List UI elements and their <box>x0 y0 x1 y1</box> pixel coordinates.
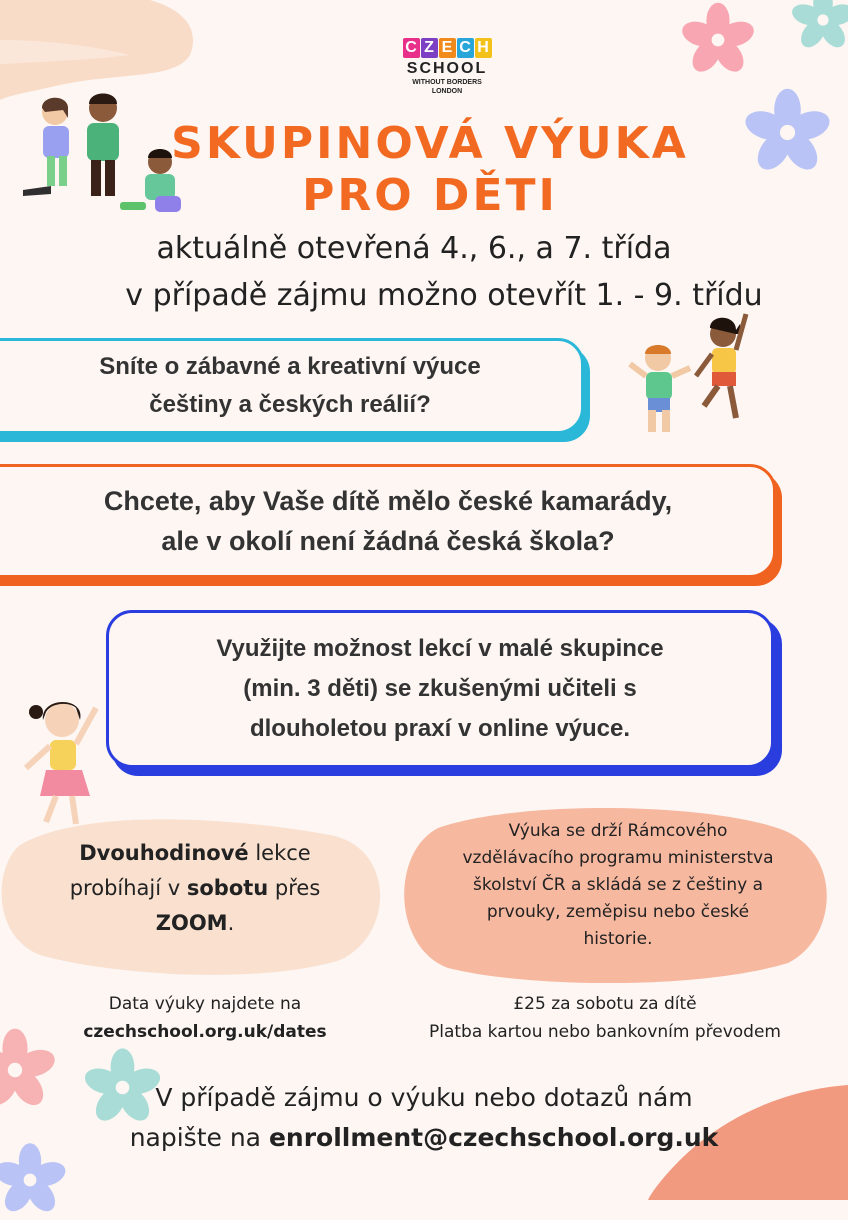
contact-info <box>0 1078 848 1158</box>
flower-icon <box>668 0 768 80</box>
subtitle-line2: v případě zájmu možno otevřít 1. - 9. třídu <box>125 278 763 313</box>
lesson-text: probíhají v <box>69 876 187 900</box>
lesson-day: sobotu <box>186 876 269 900</box>
logo-letter: H <box>475 38 492 58</box>
price-info <box>390 990 820 1046</box>
contact-line1: V případě zájmu o výuku nebo dotazů nám <box>155 1083 693 1112</box>
logo-school: SCHOOL <box>406 60 488 77</box>
contact-prefix: napište na <box>129 1123 269 1152</box>
title-line2: PRO DĚTI <box>302 170 558 221</box>
logo-letters <box>392 38 502 58</box>
box3-line2: (min. 3 děti) se zkušenými učiteli s <box>243 675 637 702</box>
lesson-text: přes <box>268 876 321 900</box>
logo-letter: E <box>439 38 456 58</box>
kids-jumping-illustration-icon <box>628 310 753 440</box>
logo-line1: WITHOUT BORDERS <box>412 79 482 86</box>
logo-line2: LONDON <box>431 88 463 95</box>
lesson-info-line2 <box>30 871 360 906</box>
dates-info <box>40 990 370 1046</box>
lesson-info <box>30 836 360 941</box>
info-box-3 <box>106 610 774 768</box>
curriculum-info <box>418 818 818 953</box>
subtitle-line1: aktuálně otevřená 4., 6., a 7. třída <box>156 231 672 266</box>
lesson-text: lekce <box>248 841 311 865</box>
page-title <box>150 118 710 222</box>
question-box-1 <box>0 338 584 434</box>
price-line1: £25 za sobotu za dítě <box>513 994 697 1014</box>
box1-line2: češtiny a českých reálií? <box>149 391 431 418</box>
curriculum-line2: vzdělávacího programu ministerstva <box>462 848 774 868</box>
lesson-info-line1 <box>30 836 360 871</box>
flower-icon <box>788 0 848 55</box>
girl-jumping-illustration-icon <box>12 690 107 830</box>
czech-school-logo <box>392 38 502 96</box>
box3-line1: Využijte možnost lekcí v malé skupince <box>216 635 664 662</box>
box1-line1: Sníte o zábavné a kreativní výuce <box>99 353 481 380</box>
contact-line2 <box>0 1118 848 1158</box>
dates-line1: Data výuky najdete na <box>108 994 302 1014</box>
dates-link[interactable]: czechschool.org.uk/dates <box>83 1022 327 1042</box>
title-line1: SKUPINOVÁ VÝUKA <box>171 118 689 169</box>
question-box-2 <box>0 464 776 578</box>
lesson-duration: Dvouhodinové <box>79 841 249 865</box>
price-line2: Platba kartou nebo bankovním převodem <box>429 1022 781 1042</box>
curriculum-line4: prvouky, zeměpisu nebo české <box>486 902 750 922</box>
box3-line3: dlouholetou praxí v online výuce. <box>249 715 631 742</box>
lesson-info-line3 <box>30 906 360 941</box>
box2-line2: ale v okolí není žádná česká škola? <box>161 526 615 556</box>
lesson-platform: ZOOM <box>155 911 228 935</box>
lesson-text: . <box>227 911 235 935</box>
curriculum-line5: historie. <box>583 929 653 949</box>
logo-letter: C <box>403 38 420 58</box>
flower-icon <box>740 85 835 180</box>
logo-letter: C <box>457 38 474 58</box>
curriculum-line3: školství ČR a skládá se z češtiny a <box>472 875 764 895</box>
logo-letter: Z <box>421 38 438 58</box>
box2-line1: Chcete, aby Vaše dítě mělo české kamarády, <box>103 486 673 516</box>
contact-email-link[interactable]: enrollment@czechschool.org.uk <box>268 1123 719 1152</box>
curriculum-line1: Výuka se drží Rámcového <box>508 821 728 841</box>
